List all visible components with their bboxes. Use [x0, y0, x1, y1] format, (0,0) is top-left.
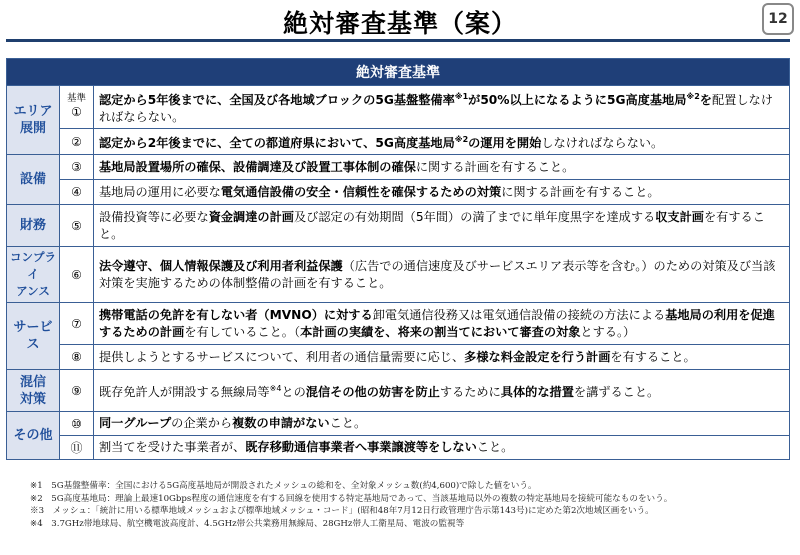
row-number: ② — [60, 129, 94, 155]
category-finance: 財務 — [7, 205, 60, 247]
criterion-text: 割当てを受けた事業者が、既存移動通信事業者へ事業譲渡等をしないこと。 — [94, 436, 790, 460]
row-number: ⑪ — [60, 436, 94, 460]
page-title: 絶対審査基準（案） — [282, 9, 517, 38]
title-divider — [6, 39, 790, 42]
category-service: サービス — [7, 303, 60, 370]
criterion-text: 認定から2年後までに、全ての都道府県において、5G高度基地局$^{※2}$の運用を開始しなければならない。 — [94, 129, 790, 155]
criterion-text: 同一グループの企業から複数の申請がないこと。 — [94, 412, 790, 436]
criteria-table — [6, 58, 790, 460]
criterion-text: 提供しようとするサービスについて、利用者の通信量需要に応じ、多様な料金設定を行う計画を有すること。 — [94, 345, 790, 370]
table-header: 絶対審査基準 — [7, 59, 790, 86]
category-equipment: 設備 — [7, 155, 60, 205]
criterion-text: 認定から5年後までに、全国及び各地域ブロックの5G基盤整備率$^{※1}$が50%以上になるように5G高度基地局$^{※2}$を配置しなければならない。 — [94, 86, 790, 129]
row-number: ⑧ — [60, 345, 94, 370]
row-number: ③ — [60, 155, 94, 180]
criterion-text: 既存免許人が開設する無線局等$^{※4}$との混信その他の妨害を防止するために具体的な措置を講ずること。 — [94, 370, 790, 412]
footnote: ※4 3.7GHz帯地球局、航空機電波高度計、4.5GHz帯公共業務用無線局、28GHz帯人工衛星局、電波の監視等 — [30, 518, 465, 529]
category-interference: 混信 対策 — [7, 370, 60, 412]
row-number: ⑦ — [60, 303, 94, 345]
category-compliance: コンプライ アンス — [7, 247, 60, 303]
row-number: ⑨ — [60, 370, 94, 412]
category-other: その他 — [7, 412, 60, 460]
criterion-text: 基地局設置場所の確保、設備調達及び設置工事体制の確保に関する計画を有すること。 — [94, 155, 790, 180]
criterion-text: 基地局の運用に必要な電気通信設備の安全・信頼性を確保するための対策に関する計画を有すること。 — [94, 180, 790, 205]
criterion-text: 携帯電話の免許を有しない者（MVNO）に対する卸電気通信役務又は電気通信設備の接続の方法による基地局の利用を促進するための計画を有していること。（本計画の実績を、将来の割当てにおいて審査の対象とする。） — [94, 303, 790, 345]
criteria-label: 基準 — [66, 93, 86, 105]
row-number: 基準 ① — [60, 86, 94, 129]
footnote: ※2 5G高度基地局：理論上最速10Gbps程度の通信速度を有する回線を使用する特定基地局であって、当該基地局以外の複数の特定基地局を接続可能なものをいう。 — [30, 493, 673, 504]
criterion-text: 法令遵守、個人情報保護及び利用者利益保護（広告での通信速度及びサービスエリア表示等を含む。）のための対策及び当該対策を実施するための体制整備の計画を有すること。 — [94, 247, 790, 303]
criterion-text: 設備投資等に必要な資金調達の計画及び認定の有効期間（5年間）の満了までに単年度黒字を達成する収支計画を有すること。 — [94, 205, 790, 247]
footnote: ※1 5G基盤整備率：全国における5G高度基地局が開設されたメッシュの総和を、全対象メッシュ数(約4,600)で除した値をいう。 — [30, 481, 537, 491]
footnotes — [30, 480, 790, 530]
row-number: ④ — [60, 180, 94, 205]
row-number: ⑩ — [60, 412, 94, 436]
category-area: エリア 展開 — [7, 86, 60, 155]
row-number: ⑤ — [60, 205, 94, 247]
row-number: ⑥ — [60, 247, 94, 303]
page-number: 12 — [762, 3, 794, 35]
footnote: ※3 メッシュ：「統計に用いる標準地域メッシュおよび標準地域メッシュ・コード」(昭和48年7月12日行政管理庁告示第143号)に定めた第2次地域区画をいう。 — [30, 506, 654, 516]
